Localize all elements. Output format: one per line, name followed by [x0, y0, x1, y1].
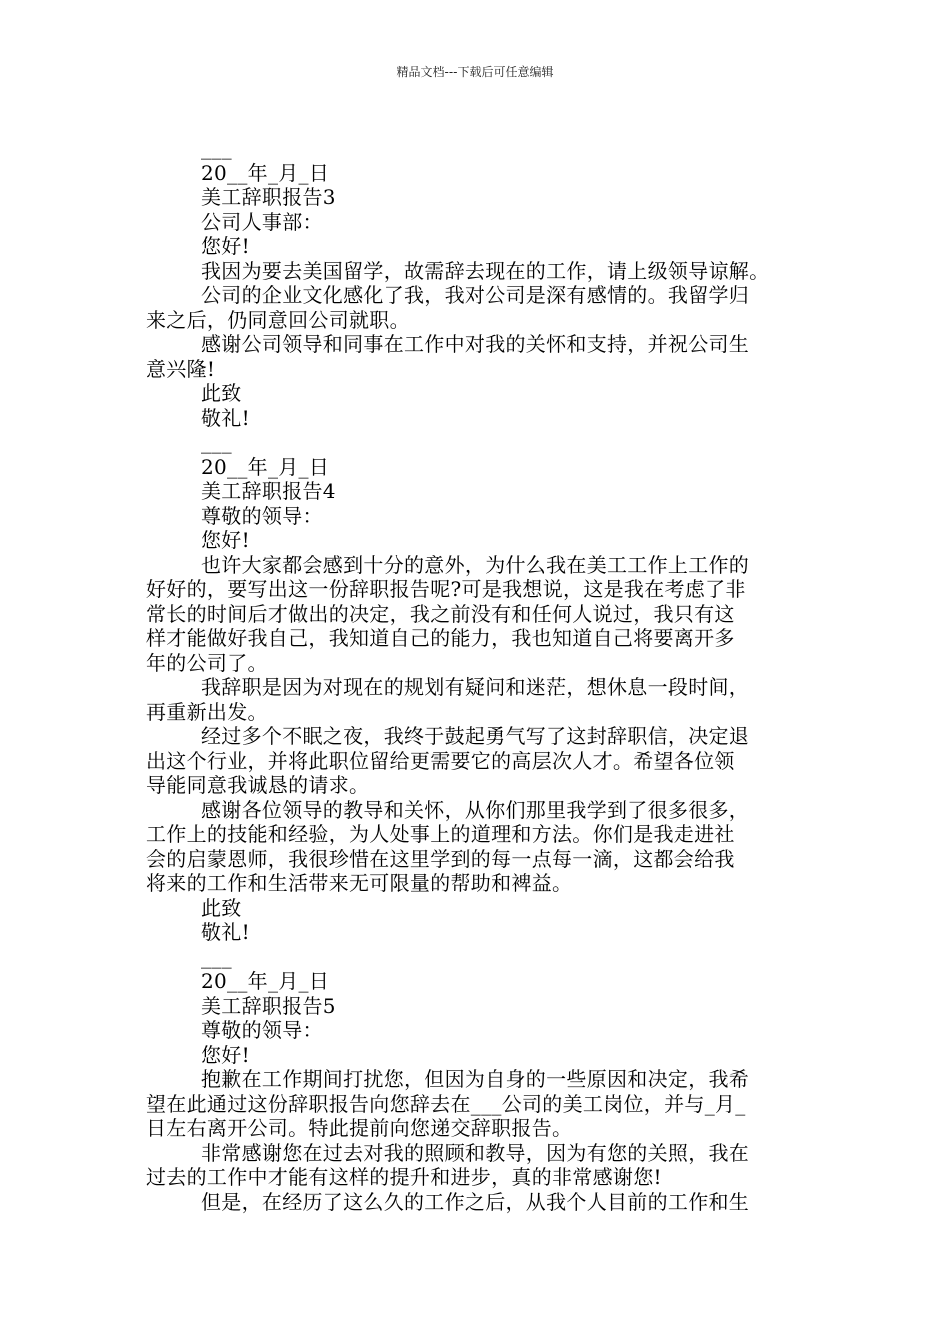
text-line: 工作上的技能和经验，为人处事上的道理和方法。你们是我走进社 — [146, 822, 735, 846]
text-line: 来之后，仍同意回公司就职。 — [146, 307, 410, 332]
text-line: 但是，在经历了这么久的工作之后，从我个人目前的工作和生 — [201, 1189, 750, 1214]
text-line: ___ — [201, 944, 232, 969]
text-line: 将来的工作和生活带来无可限量的帮助和裨益。 — [146, 871, 573, 895]
text-line: 20__年_月_日 — [201, 454, 330, 479]
text-line: 再重新出发。 — [146, 699, 268, 724]
text-line: 年的公司了。 — [146, 650, 268, 675]
text-line: 尊敬的领导： — [201, 1018, 323, 1042]
text-line: 出这个行业，并将此职位留给更需要它的高层次人才。希望各位领 — [146, 748, 735, 773]
text-line: 20__年_月_日 — [201, 160, 330, 185]
text-line: 过去的工作中才能有这样的提升和进步，真的非常感谢您! — [146, 1165, 662, 1189]
text-line: 我辞职是因为对现在的规划有疑问和迷茫，想休息一段时间， — [201, 675, 750, 699]
text-line: 您好! — [201, 234, 250, 258]
text-line: 导能同意我诚恳的请求。 — [146, 773, 370, 797]
text-line: 望在此通过这份辞职报告向您辞去在___公司的美工岗位，并与_月_ — [146, 1091, 746, 1116]
text-line: 敬礼! — [201, 405, 250, 430]
text-line: 感谢公司领导和同事在工作中对我的关怀和支持，并祝公司生 — [201, 332, 750, 356]
text-line: 经过多个不眠之夜，我终于鼓起勇气写了这封辞职信，决定退 — [201, 724, 750, 748]
text-line: 您好! — [201, 1042, 250, 1067]
text-line: 样才能做好我自己，我知道自己的能力，我也知道自己将要离开多 — [146, 626, 735, 650]
text-line: 意兴隆! — [146, 356, 216, 381]
text-line: 您好! — [201, 528, 250, 552]
text-line: 日左右离开公司。特此提前向您递交辞职报告。 — [146, 1116, 573, 1140]
text-line: ___ — [201, 430, 232, 454]
document-body — [146, 136, 812, 1214]
text-line: 20__年_月_日 — [201, 969, 330, 993]
text-line: 好好的，要写出这一份辞职报告呢?可是我想说，这是我在考虑了非 — [146, 577, 746, 601]
text-line: 公司人事部： — [201, 209, 323, 234]
text-line: 美工辞职报告4 — [201, 479, 336, 503]
text-line: 此致 — [201, 895, 242, 920]
text-line: 美工辞职报告3 — [201, 185, 336, 209]
text-line: 也许大家都会感到十分的意外，为什么我在美工工作上工作的 — [201, 552, 750, 577]
text-line: 此致 — [201, 381, 242, 405]
text-line: 抱歉在工作期间打扰您，但因为自身的一些原因和决定，我希 — [201, 1067, 750, 1091]
text-line: 常长的时间后才做出的决定，我之前没有和任何人说过，我只有这 — [146, 601, 735, 626]
text-line: 美工辞职报告5 — [201, 993, 336, 1018]
text-line: 公司的企业文化感化了我，我对公司是深有感情的。我留学归 — [201, 283, 750, 307]
text-line: 感谢各位领导的教导和关怀，从你们那里我学到了很多很多， — [201, 797, 750, 822]
text-line: 非常感谢您在过去对我的照顾和教导，因为有您的关照，我在 — [201, 1140, 750, 1165]
text-line: 敬礼! — [201, 920, 250, 944]
text-line: ___ — [201, 136, 232, 160]
page-header: 精品文档---下载后可任意编辑 — [396, 65, 554, 79]
text-line: 我因为要去美国留学，故需辞去现在的工作，请上级领导谅解。 — [201, 258, 770, 283]
text-line: 会的启蒙恩师，我很珍惜在这里学到的每一点每一滴，这都会给我 — [146, 846, 735, 871]
text-line: 尊敬的领导： — [201, 503, 323, 528]
